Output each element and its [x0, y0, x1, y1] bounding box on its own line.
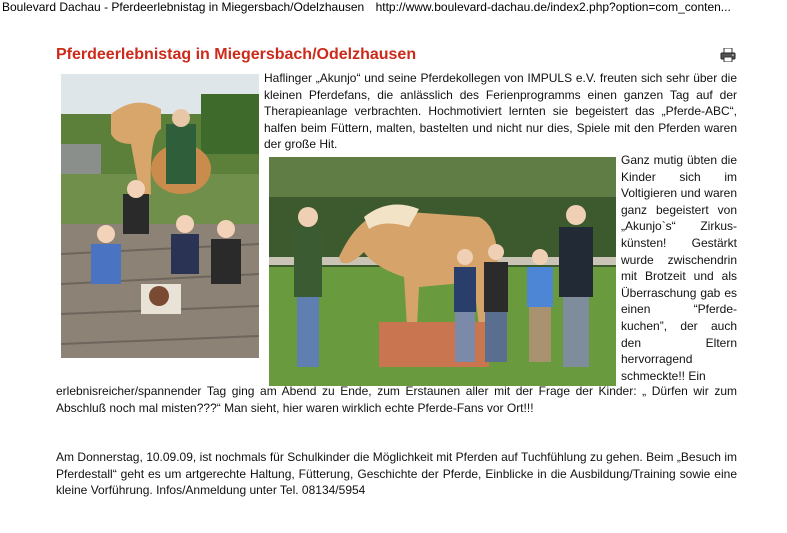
- photo-horse-on-pedestal: [269, 157, 616, 386]
- print-header: [2, 0, 787, 14]
- page-url[interactable]: http://www.boulevard-dachau.de/index2.php?option=com_conten...: [375, 0, 731, 14]
- paragraph-announcement: Am Donnerstag, 10.09.09, ist nochmals für Schulkinder die Möglichkeit mit Pferden auf Tuchfühlung zu gehen. Beim „Besuch im Pferdestall“ geht es um artgerechte Haltung, Fütterung, Geschichte der Pferde, Einblicke in die Ausbildung/Training sowie eine kleine Vorführung. Infos/Anmeldung unter Tel. 08134/5954: [56, 450, 737, 498]
- article-title: Pferdeerlebnistag in Miegersbach/Odelzhausen: [56, 46, 417, 63]
- page-title-text: Boulevard Dachau - Pferdeerlebnistag in Miegersbach/Odelzhausen: [2, 0, 365, 14]
- paragraph-intro: Haflinger „Akunjo“ und seine Pferdekollegen von IMPULS e.V. freuten sich sehr über die kleinen Pferdefans, die anlässlich des Ferienprogramms einen ganzen Tag auf der Therapieanlage verbrachten. Hochmotiviert lernten sie begeistert das „Pferde-ABC“, halfen beim Füttern, malten, bastelten und nicht nur dies, Spiele mit den Pferden waren der große Hit.: [264, 71, 737, 152]
- paragraph-continued: erlebnisreicher/spannender Tag ging am Abend zu Ende, zum Erstaunen aller mit der Frage der Kinder: „ Dürfen wir zum Abschluß noch mal misten???“ Man sieht, hier waren wirklich echte Pferde-Fans vor Ort!!!: [56, 384, 737, 415]
- printer-icon[interactable]: [720, 48, 736, 62]
- photo-children-with-horse: [61, 74, 259, 358]
- paragraph-side: Ganz mutig übten die Kinder sich im Voltigieren und waren ganz begeistert von „Akunjo`s“ Zirkus-künsten! Gestärkt wurde zwischendrin mit Brotzeit und als Überraschung gab es einen “Pferde-kuchen”, der auch den Eltern hervorragend schmeckte!! Ein: [621, 153, 737, 383]
